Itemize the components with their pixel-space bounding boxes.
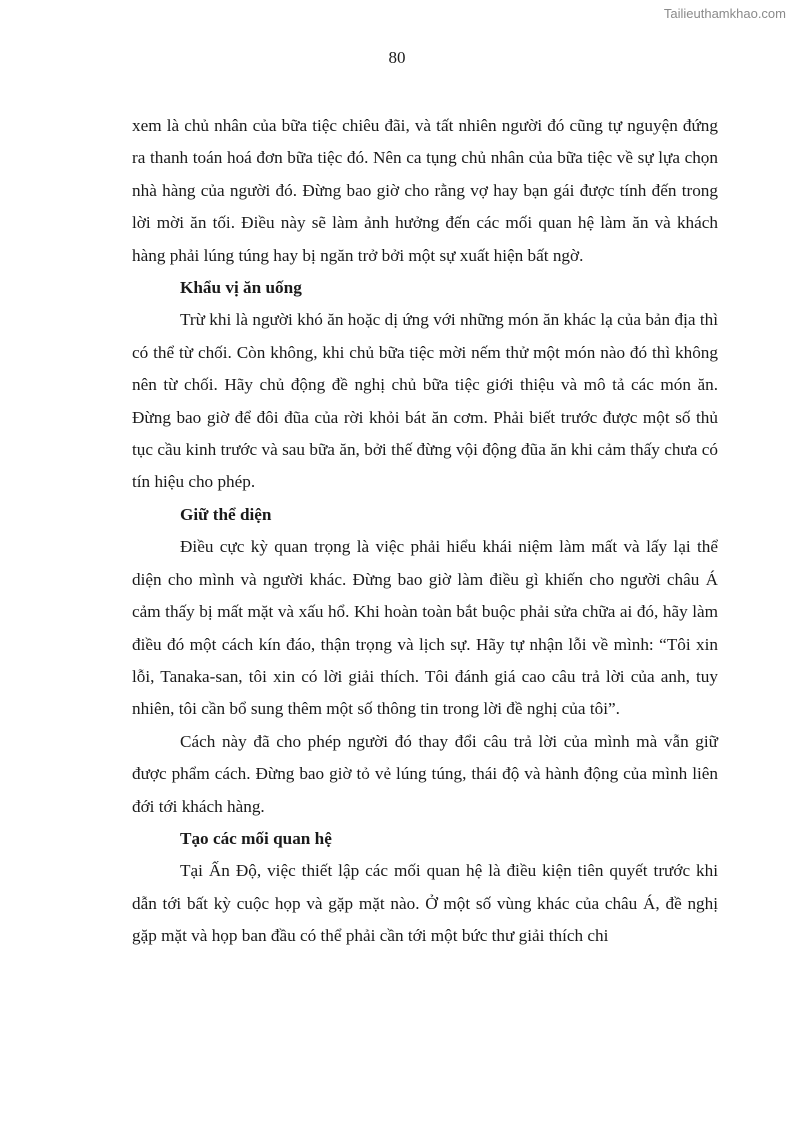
section-heading-relationships: Tạo các mối quan hệ [180,828,332,848]
paragraph-continuation: xem là chủ nhân của bữa tiệc chiêu đãi, và tất nhiên người đó cũng tự nguyện đứng ra thanh toán hoá đơn bữa tiệc đó. Nên ca tụng chủ nhân của bữa tiệc về sự lựa chọn nhà hàng của người đó. Đừng bao giờ cho rằng vợ hay bạn gái được tính đến trong lời mời ăn tối. Điều này sẽ làm ảnh hưởng đến các mối quan hệ làm ăn và khách hàng phải lúng túng hay bị ngăn trở bởi một sự xuất hiện bất ngờ. [132,116,718,265]
paragraph-relationships: Tại Ấn Độ, việc thiết lập các mối quan hệ là điều kiện tiên quyết trước khi dẫn tới bất kỳ cuộc họp và gặp mặt nào. Ở một số vùng khác của châu Á, đề nghị gặp mặt và họp ban đầu có thể phải cần tới một bức thư giải thích chi [132,861,718,946]
page-body [132,110,718,953]
section-heading-taste: Khẩu vị ăn uống [180,278,302,298]
paragraph-face-2: Cách này đã cho phép người đó thay đổi câu trả lời của mình mà vẫn giữ được phẩm cách. Đừng bao giờ tỏ vẻ lúng túng, thái độ và hành động của mình liên đới tới khách hàng. [132,731,718,816]
watermark-text: Tailieuthamkhao.com [663,6,786,21]
page-number: 80 [388,48,406,67]
section-heading-face: Giữ thể diện [180,504,272,524]
paragraph-face: Điều cực kỳ quan trọng là việc phải hiểu khái niệm làm mất và lấy lại thể diện cho mình và người khác. Đừng bao giờ làm điều gì khiến cho người châu Á cảm thấy bị mất mặt và xấu hổ. Khi hoàn toàn bắt buộc phải sửa chữa ai đó, hãy làm điều đó một cách kín đáo, thận trọng và lịch sự. Hãy tự nhận lỗi về mình: “Tôi xin lỗi, Tanaka-san, tôi xin có lời giải thích. Tôi đánh giá cao câu trả lời của anh, tuy nhiên, tôi cần bổ sung thêm một số thông tin trong lời đề nghị của tôi”. [132,537,718,719]
paragraph-taste: Trừ khi là người khó ăn hoặc dị ứng với những món ăn khác lạ của bản địa thì có thể từ chối. Còn không, khi chủ bữa tiệc mời nếm thử một món nào đó thì không nên từ chối. Hãy chủ động đề nghị chủ bữa tiệc giới thiệu và mô tả các món ăn. Đừng bao giờ để đôi đũa của rời khỏi bát ăn cơm. Phải biết trước được một số thủ tục cầu kinh trước và sau bữa ăn, bởi thế đừng vội động đũa ăn khi cảm thấy chưa có tín hiệu cho phép. [132,310,718,492]
